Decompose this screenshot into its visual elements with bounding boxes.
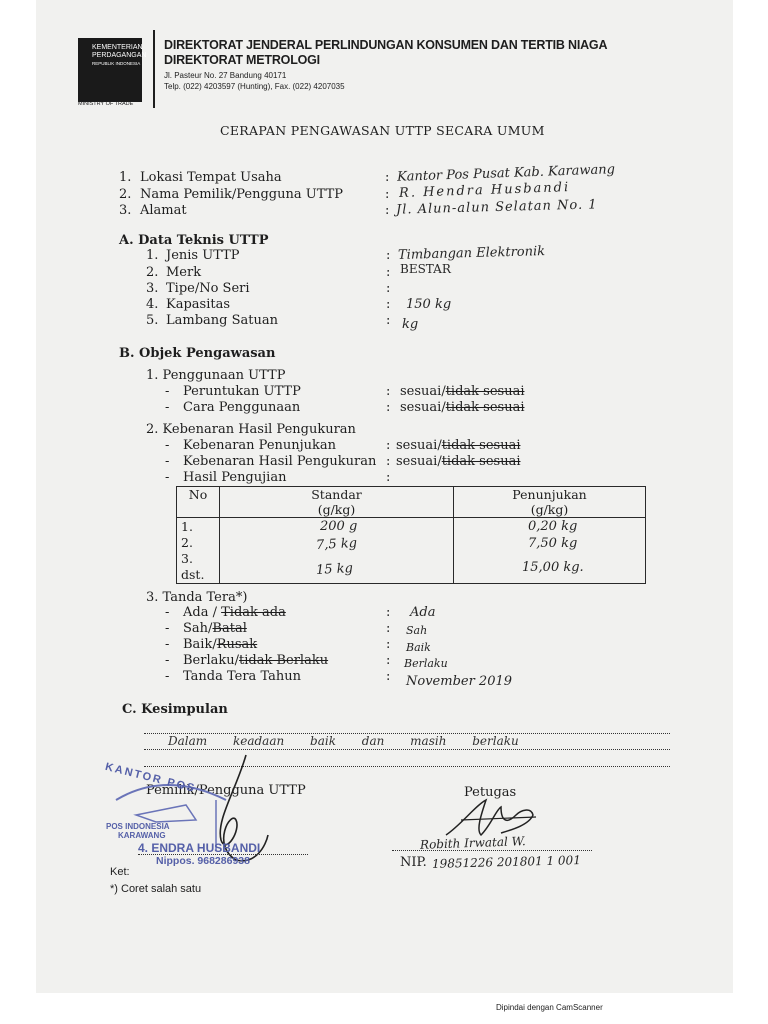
org-name-line-2: DIREKTORAT METROLOGI [164,53,320,67]
tera-colon: : [386,637,391,652]
officer-sign-line [392,850,592,851]
document-title: CERAPAN PENGAWASAN UTTP SECARA UMUM [220,123,545,138]
spec-colon: : [386,297,391,312]
check-colon: : [386,400,391,415]
section-a-title: A. Data Teknis UTTP [119,233,269,248]
nip-label: NIP. [400,855,427,870]
kebenaran-title: 2. Kebenaran Hasil Pengukuran [146,422,356,437]
spec-label: Jenis UTTP [166,248,240,263]
logo-line-3: REPUBLIK INDONESIA [92,61,141,66]
spec-label: Lambang Satuan [166,313,278,328]
spec-label: Tipe/No Seri [166,281,250,296]
check-colon: : [386,438,391,453]
document-page [36,0,733,993]
ket-label: Ket: [110,866,130,878]
cell-standar: 200 g 7,5 kg 15 kg [220,518,454,584]
owner-nippos: Nippos. 968286938 [156,855,250,867]
tera-option: Ada / Tidak ada [183,605,286,620]
dash: - [165,653,170,668]
section-c-title: C. Kesimpulan [122,702,228,717]
tera-option: Tanda Tera Tahun [183,669,301,684]
spec-num: 2. [146,265,159,280]
tera-option: Berlaku/tidak Berlaku [183,653,329,668]
coret-note: *) Coret salah satu [110,883,202,895]
check-colon: : [386,384,391,399]
spec-value: Timbangan Elektronik [397,244,546,263]
header-penunjukan: Penunjukan (g/kg) [454,487,646,518]
check-colon: : [386,454,391,469]
test-results-table [176,486,646,584]
tera-value: Ada [410,605,436,620]
spec-label: Kapasitas [166,297,231,312]
cell-penunjukan: 0,20 kg 7,50 kg 15,00 kg. [454,518,646,584]
tera-value: November 2019 [406,674,513,689]
table-header-row [177,487,646,518]
stamp-mid-text: POS INDONESIA [106,822,170,831]
info-value: R. Hendra Husbandi [398,180,571,201]
officer-name: Robith Irwatal W. [419,834,526,852]
spec-num: 1. [146,248,159,263]
stamp-bot-text: KARAWANG [118,831,166,840]
dash: - [165,637,170,652]
section-b-title: B. Objek Pengawasan [119,346,276,361]
check-label: Kebenaran Penunjukan [183,438,337,453]
spec-colon: : [386,281,391,296]
dash: - [165,470,170,485]
info-colon: : [385,170,390,185]
spec-colon: : [386,265,391,280]
cell-no: 1. 2. 3. dst. [177,518,220,584]
tera-option: Sah/Batal [183,621,247,636]
header-no: No [177,487,220,518]
check-value: sesuai/tidak sesuai [400,400,525,415]
info-num: 3. [119,203,132,218]
spec-num: 3. [146,281,159,296]
nip-value: 19851226 201801 1 001 [431,853,582,871]
penggunaan-title: 1. Penggunaan UTTP [146,368,286,383]
tera-value: Berlaku [404,657,448,670]
dash: - [165,384,170,399]
info-value: Jl. Alun-alun Selatan No. 1 [395,197,598,218]
check-colon: : [386,470,391,485]
spec-value: kg [402,317,419,332]
owner-label: Pemilik/Pengguna UTTP [146,783,306,798]
spec-colon: : [386,313,391,328]
info-label: Alamat [140,203,187,218]
tera-colon: : [386,653,391,668]
info-value: Kantor Pos Pusat Kab. Karawang [396,162,616,185]
info-num: 2. [119,187,132,202]
info-colon: : [385,187,390,202]
dash: - [165,400,170,415]
logo-subtitle: MINISTRY OF TRADE [78,101,134,107]
check-value: sesuai/tidak sesuai [400,384,525,399]
tera-value: Baik [406,641,431,654]
table-row [177,518,646,584]
info-colon: : [385,203,390,218]
dash: - [165,669,170,684]
dash: - [165,438,170,453]
info-num: 1. [119,170,132,185]
tera-colon: : [386,605,391,620]
check-label: Peruntukan UTTP [183,384,301,399]
dash: - [165,621,170,636]
tera-option: Baik/Rusak [183,637,258,652]
header-standar: Standar (g/kg) [220,487,454,518]
org-phone: Telp. (022) 4203597 (Hunting), Fax. (022) 4207035 [164,82,345,91]
info-label: Nama Pemilik/Pengguna UTTP [140,187,344,202]
spec-value: BESTAR [400,262,451,276]
dash: - [165,454,170,469]
scanner-footer: Dipindai dengan CamScanner [496,1003,603,1012]
ministry-logo [78,38,147,102]
spec-label: Merk [166,265,202,280]
check-label: Cara Penggunaan [183,400,301,415]
spec-value: 150 kg [406,297,452,312]
spec-num: 5. [146,313,159,328]
dash: - [165,605,170,620]
check-value: sesuai/tidak sesuai [396,438,521,453]
tera-colon: : [386,669,391,684]
info-label: Lokasi Tempat Usaha [140,170,282,185]
officer-label: Petugas [464,785,517,800]
owner-name: 4. ENDRA HUSBANDI [138,841,261,855]
logo-line-2: PERDAGANGAN [92,52,147,59]
tera-value: Sah [406,624,428,637]
hasil-pengujian-label: Hasil Pengujian [183,470,287,485]
logo-line-1: KEMENTERIAN [92,44,143,51]
tera-colon: : [386,621,391,636]
spec-num: 4. [146,297,159,312]
check-value: sesuai/tidak sesuai [396,454,521,469]
org-name-line-1: DIREKTORAT JENDERAL PERLINDUNGAN KONSUMEN DAN TERTIB NIAGA [164,38,608,52]
check-label: Kebenaran Hasil Pengukuran [183,454,377,469]
stamp-top-text: KANTOR POS [103,760,198,796]
org-address: Jl. Pasteur No. 27 Bandung 40171 [164,71,287,80]
spec-colon: : [386,248,391,263]
header-divider [153,30,155,108]
kesimpulan-text: Dalam keadaan baik dan masih berlaku [168,734,519,748]
tanda-tera-title: 3. Tanda Tera*) [146,590,248,605]
